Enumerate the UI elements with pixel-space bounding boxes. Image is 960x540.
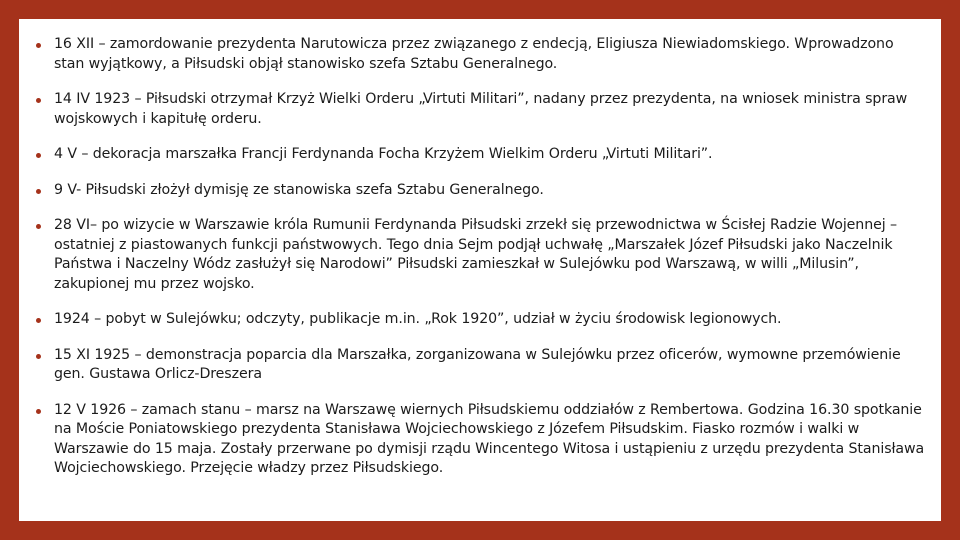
bullet-dot-icon: [36, 153, 41, 158]
bullet-text: 14 IV 1923 – Piłsudski otrzymał Krzyż Wielki Orderu „Virtuti Militari”, nadany przez prezydenta, na wniosek ministra spraw wojskowych i kapitułę orderu.: [54, 91, 908, 127]
bullet-item: [36, 145, 927, 165]
bullet-item: [36, 216, 927, 294]
slide-content: [19, 19, 941, 521]
bullet-dot-icon: [36, 318, 41, 323]
bullet-dot-icon: [36, 189, 41, 194]
bullet-item: [36, 181, 927, 201]
bullet-dot-icon: [36, 98, 41, 103]
bullet-text: 1924 – pobyt w Sulejówku; odczyty, publikacje m.in. „Rok 1920”, udział w życiu środowisk legionowych.: [54, 311, 782, 327]
bullet-text: 28 VI– po wizycie w Warszawie króla Rumunii Ferdynanda Piłsudski zrzekł się przewodnictwa w Ścisłej Radzie Wojennej – ostatniej z piastowanych funkcji państwowych. Tego dnia Sejm podjął uchwałę „Marszałek Józef Piłsudski jako Naczelnik Państwa i Naczelny Wódz zasłużył się Narodowi” Piłsudski zamieszkał w Sulejówku pod Warszawą, w willi „Milusin”, zakupionej mu przez wojsko.: [54, 217, 897, 292]
bullet-dot-icon: [36, 224, 41, 229]
bullet-item: [36, 35, 927, 74]
bullet-item: [36, 310, 927, 330]
bullet-text: 4 V – dekoracja marszałka Francji Ferdynanda Focha Krzyżem Wielkim Orderu „Virtuti Militari”.: [54, 146, 713, 162]
bullet-text: 16 XII – zamordowanie prezydenta Narutowicza przez związanego z endecją, Eligiusza Niewiadomskiego. Wprowadzono stan wyjątkowy, a Piłsudski objął stanowisko szefa Sztabu Generalnego.: [54, 36, 894, 72]
bullet-list: [19, 19, 941, 479]
bullet-text: 12 V 1926 – zamach stanu – marsz na Warszawę wiernych Piłsudskiemu oddziałów z Rembertowa. Godzina 16.30 spotkanie na Moście Poniatowskiego prezydenta Stanisława Wojciechowskiego z Józefem Piłsudskim. Fiasko rozmów i walki w Warszawie do 15 maja. Zostały przerwane po dymisji rządu Wincentego Witosa i ustąpieniu z urzędu prezydenta Stanisława Wojciechowskiego. Przejęcie władzy przez Piłsudskiego.: [54, 401, 925, 476]
bullet-text: 9 V- Piłsudski złożył dymisję ze stanowiska szefa Sztabu Generalnego.: [54, 181, 544, 198]
bullet-dot-icon: [36, 409, 41, 414]
bullet-item: [36, 346, 927, 385]
bullet-item: [36, 401, 927, 479]
bullet-text: 15 XI 1925 – demonstracja poparcia dla Marszałka, zorganizowana w Sulejówku przez oficerów, wymowne przemówienie gen. Gustawa Orlicz-Dreszera: [54, 346, 901, 382]
bullet-item: [36, 90, 927, 129]
bullet-dot-icon: [36, 43, 41, 48]
bullet-dot-icon: [36, 354, 41, 359]
